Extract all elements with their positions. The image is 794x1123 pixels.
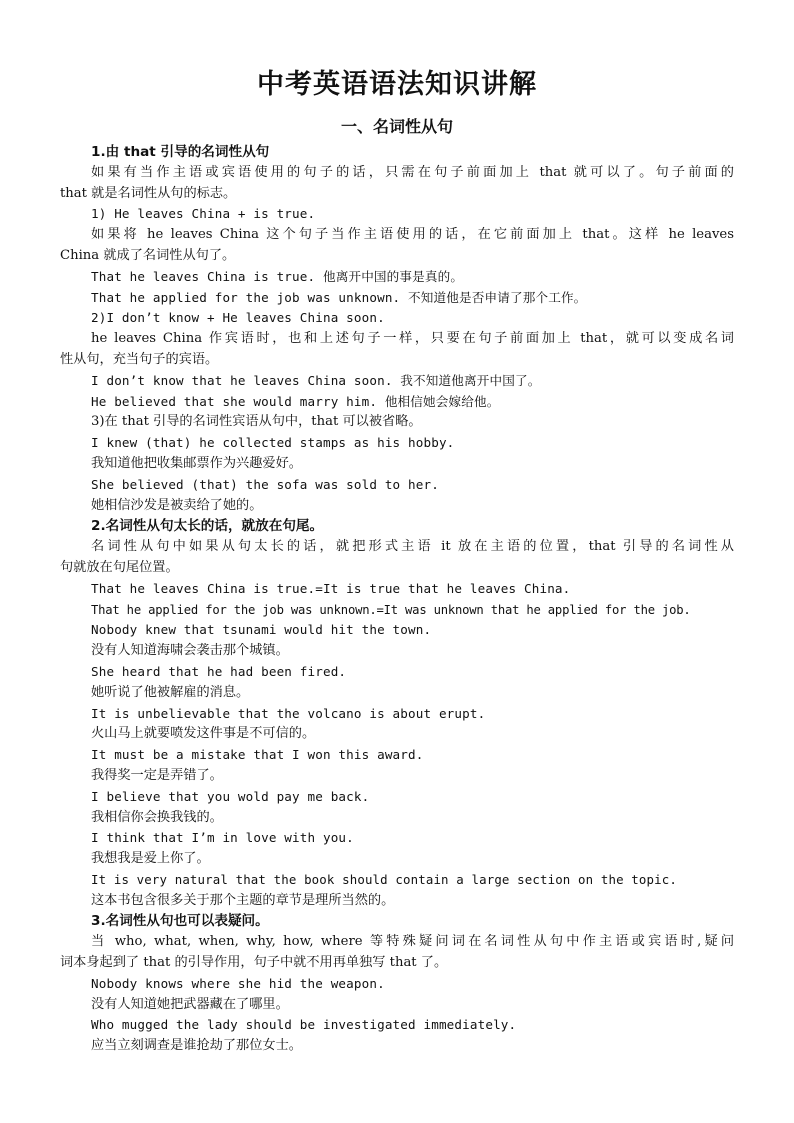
example-sentence: 2)I don’t know + He leaves China soon. (91, 310, 385, 326)
paragraph-line: 句就放在句尾位置。 (60, 559, 179, 575)
example-sentence: That he leaves China is true. 他离开中国的事是真的。 (91, 268, 464, 284)
example-sentence: I knew (that) he collected stamps as his hobby. (91, 435, 455, 451)
example-sentence: That he applied for the job was unknown.=It was unknown that he applied for the job. (91, 602, 691, 617)
paragraph-line: 如果将 he leaves China 这个句子当作主语使用的话，在它前面加上 that。这样 he leaves (91, 227, 734, 243)
example-sentence: Nobody knew that tsunami would hit the town. (91, 622, 432, 638)
section-title: 一、名词性从句 (340, 117, 453, 136)
subsection-heading: 3.名词性从句也可以表疑问。 (91, 913, 269, 930)
example-sentence: It is unbelievable that the volcano is about erupt. (91, 705, 486, 721)
example-sentence: I don’t know that he leaves China soon. 我不知道他离开中国了。 (91, 372, 541, 388)
translation-line: 她听说了他被解雇的消息。 (91, 684, 250, 700)
paragraph-line: 词本身起到了 that 的引导作用，句子中就不用再单独写 that 了。 (60, 955, 448, 971)
document-title: 中考英语语法知识讲解 (257, 69, 537, 100)
paragraph-line: he leaves China 作宾语时，也和上述句子一样，只要在句子前面加上 that，就可以变成名词 (91, 331, 734, 347)
paragraph-line: that 就是名词性从句的标志。 (60, 185, 237, 201)
translation-line: 没有人知道她把武器藏在了哪里。 (91, 996, 289, 1012)
translation-line: 她相信沙发是被卖给了她的。 (91, 497, 263, 513)
translation-line: 我相信你会换我钱的。 (91, 809, 223, 825)
paragraph-line: 3)在 that 引导的名词性宾语从句中，that 可以被省略。 (91, 414, 422, 430)
translation-line: 我得奖一定是弄错了。 (91, 767, 223, 783)
paragraph-line: 名词性从句中如果从句太长的话，就把形式主语 it 放在主语的位置，that 引导的名词性从 (91, 539, 734, 555)
example-sentence: Who mugged the lady should be investigated immediately. (91, 1017, 517, 1033)
example-sentence: 1) He leaves China + is true. (91, 206, 316, 222)
translation-line: 我知道他把收集邮票作为兴趣爱好。 (91, 455, 302, 471)
example-sentence: Nobody knows where she hid the weapon. (91, 975, 385, 991)
translation-line: 这本书包含很多关于那个主题的章节是理所当然的。 (91, 892, 395, 908)
paragraph-line: 当 who, what, when, why, how, where 等特殊疑问词在名词性从句中作主语或宾语时,疑问 (91, 934, 734, 950)
translation-line: 火山马上就要喷发这件事是不可信的。 (91, 726, 316, 742)
example-sentence: She heard that he had been fired. (91, 663, 347, 679)
subsection-heading: 2.名词性从句太长的话，就放在句尾。 (91, 518, 324, 535)
example-sentence: I believe that you wold pay me back. (91, 788, 370, 804)
subsection-heading: 1.由 that 引导的名词性从句 (91, 144, 270, 160)
translation-line: 应当立刻调查是谁抢劫了那位女士。 (91, 1038, 302, 1054)
paragraph-line: 如果有当作主语或宾语使用的句子的话，只需在句子前面加上 that 就可以了。句子前面的 (91, 164, 734, 180)
example-sentence: I think that I’m in love with you. (91, 830, 354, 846)
example-sentence: He believed that she would marry him. 他相信她会嫁给他。 (91, 393, 500, 409)
example-sentence: It is very natural that the book should contain a large section on the topic. (91, 871, 677, 887)
paragraph-line: China 就成了名词性从句了。 (60, 247, 236, 263)
translation-line: 没有人知道海啸会袭击那个城镇。 (91, 643, 289, 659)
example-sentence: It must be a mistake that I won this award. (91, 747, 424, 763)
translation-line: 我想我是爱上你了。 (91, 851, 210, 867)
document-body (60, 142, 734, 1057)
example-sentence: That he leaves China is true.=It is true that he leaves China. (91, 580, 571, 596)
example-sentence: She believed (that) the sofa was sold to her. (91, 476, 439, 492)
example-sentence: That he applied for the job was unknown. 不知道他是否申请了那个工作。 (91, 289, 587, 305)
paragraph-line: 性从句，充当句子的宾语。 (60, 351, 219, 367)
